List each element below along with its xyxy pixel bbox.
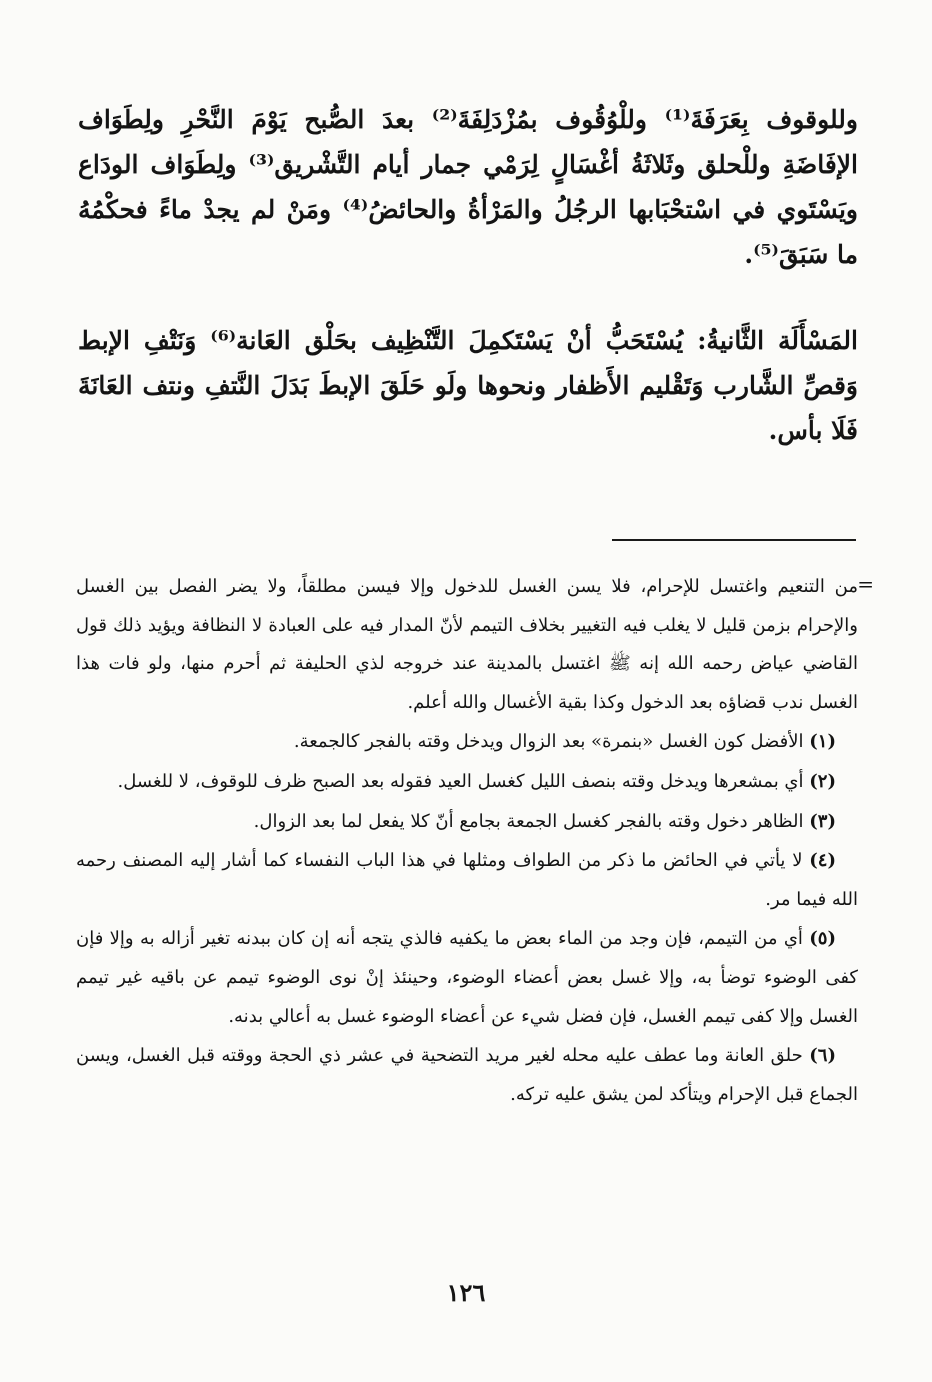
- footnote-text: الظاهر دخول وقته بالفجر كغسل الجمعة بجامع أنّ كلا يفعل لما بعد الزوال.: [253, 810, 804, 832]
- footnote-1: [76, 723, 858, 762]
- footnote-number: (٢): [809, 770, 836, 792]
- footnote-4: [76, 842, 858, 919]
- footnote-3: [76, 803, 858, 842]
- footnote-number: (١): [809, 731, 836, 753]
- footnote-continuation: من التنعيم واغتسل للإحرام، فلا يسن الغسل للدخول وإلا فيسن مطلقاً، ولا يضر الفصل بين الغسل والإحرام بزمن قليل لا يغلب فيه التغيير بخلاف التيمم لأنّ المدار فيه على العبادة لا النظافة ويؤيد ذلك قول القاضي عياض رحمه الله إنه ﷺ اغتسل بالمدينة عند خروجه لذي الحليفة ثم أحرم منها، ولو فات هذا الغسل ندب قضاؤه بعد الدخول وكذا بقية الأغسال والله أعلم.: [76, 576, 858, 713]
- footnote-5: [76, 920, 858, 1036]
- footnote-number: (٤): [809, 850, 836, 872]
- footnote-text: أي من التيمم، فإن وجد من الماء بعض ما يكفيه فالذي يتجه أنه إن كان ببدنه تغير أزاله به وإلا فإن كفى الوضوء توضأ به، وإلا غسل بعض أعضاء الوضوء، وحينئذ إنْ نوى الوضوء تيمم عن باقيه غير تيمم الغسل وإلا كفى تيمم الغسل، فإن فضل شيء عن أعضاء الوضوء غسل به أعالي بدنه.: [76, 928, 858, 1027]
- footnote-2: [76, 763, 858, 802]
- footnote-6: [76, 1037, 858, 1114]
- section-body: يُسْتَحَبُّ أنْ يَسْتَكمِلَ التَّنْظِيف بحَلْق العَانة⁽⁶⁾ وَنَتْفِ الإبط وَقصِّ الشَّارب وَتَقْليم الأَظفار ونحوها ولَو حَلَقَ الإبطَ بَدَلَ النَّتفِ ونتف العَانَةَ فَلَا بأس.: [78, 326, 858, 445]
- footnote-number: (٦): [809, 1045, 836, 1067]
- main-paragraph-1: وللوقوف بِعَرَفَةَ⁽¹⁾ وللْوُقُوف بمُزْدَلِفَةَ⁽²⁾ بعدَ الصُّبح يَوْمَ النَّحْرِ ولِطَوَاف الإفَاضَةِ وللْحلق وثَلاثَةُ أغْسَالٍ لِرَمْي جمار أيام التَّشْريق⁽³⁾ ولِطَوَاف الودَاع ويَسْتَوي في اسْتحْبَابها الرجُلُ والمَرْأةُ والحائضُ⁽⁴⁾ ومَنْ لم يجدْ ماءً فحكْمُهُ ما سَبَقَ⁽⁵⁾.: [78, 105, 858, 269]
- page-number: ١٢٦: [446, 1278, 486, 1307]
- footnote-text: حلق العانة وما عطف عليه محله لغير مريد التضحية في عشر ذي الحجة ووقته قبل الغسل، ويسن الجماع قبل الإحرام ويتأكد لمن يشق عليه تركه.: [76, 1045, 858, 1105]
- footnote-number: (٥): [809, 928, 836, 950]
- footnote-number: (٣): [809, 810, 836, 832]
- section-heading: المَسْأَلَة الثَّانيةُ:: [697, 326, 858, 355]
- footnote-text: الأفضل كون الغسل «بنمرة» بعد الزوال ويدخل وقته بالفجر كالجمعة.: [293, 731, 804, 753]
- footnote-text: أي بمشعرها ويدخل وقته بنصف الليل كغسل العيد فقوله بعد الصبح ظرف للوقوف، لا للغسل.: [117, 770, 804, 792]
- footnote-separator: [612, 539, 856, 541]
- main-paragraph-2: [78, 318, 858, 453]
- footnote-text: لا يأتي في الحائض ما ذكر من الطواف ومثلها في هذا الباب النفساء كما أشار إليه المصنف رحمه الله فيما مر.: [76, 850, 858, 910]
- continuation-mark: =: [857, 572, 874, 596]
- footnotes: [76, 568, 858, 1115]
